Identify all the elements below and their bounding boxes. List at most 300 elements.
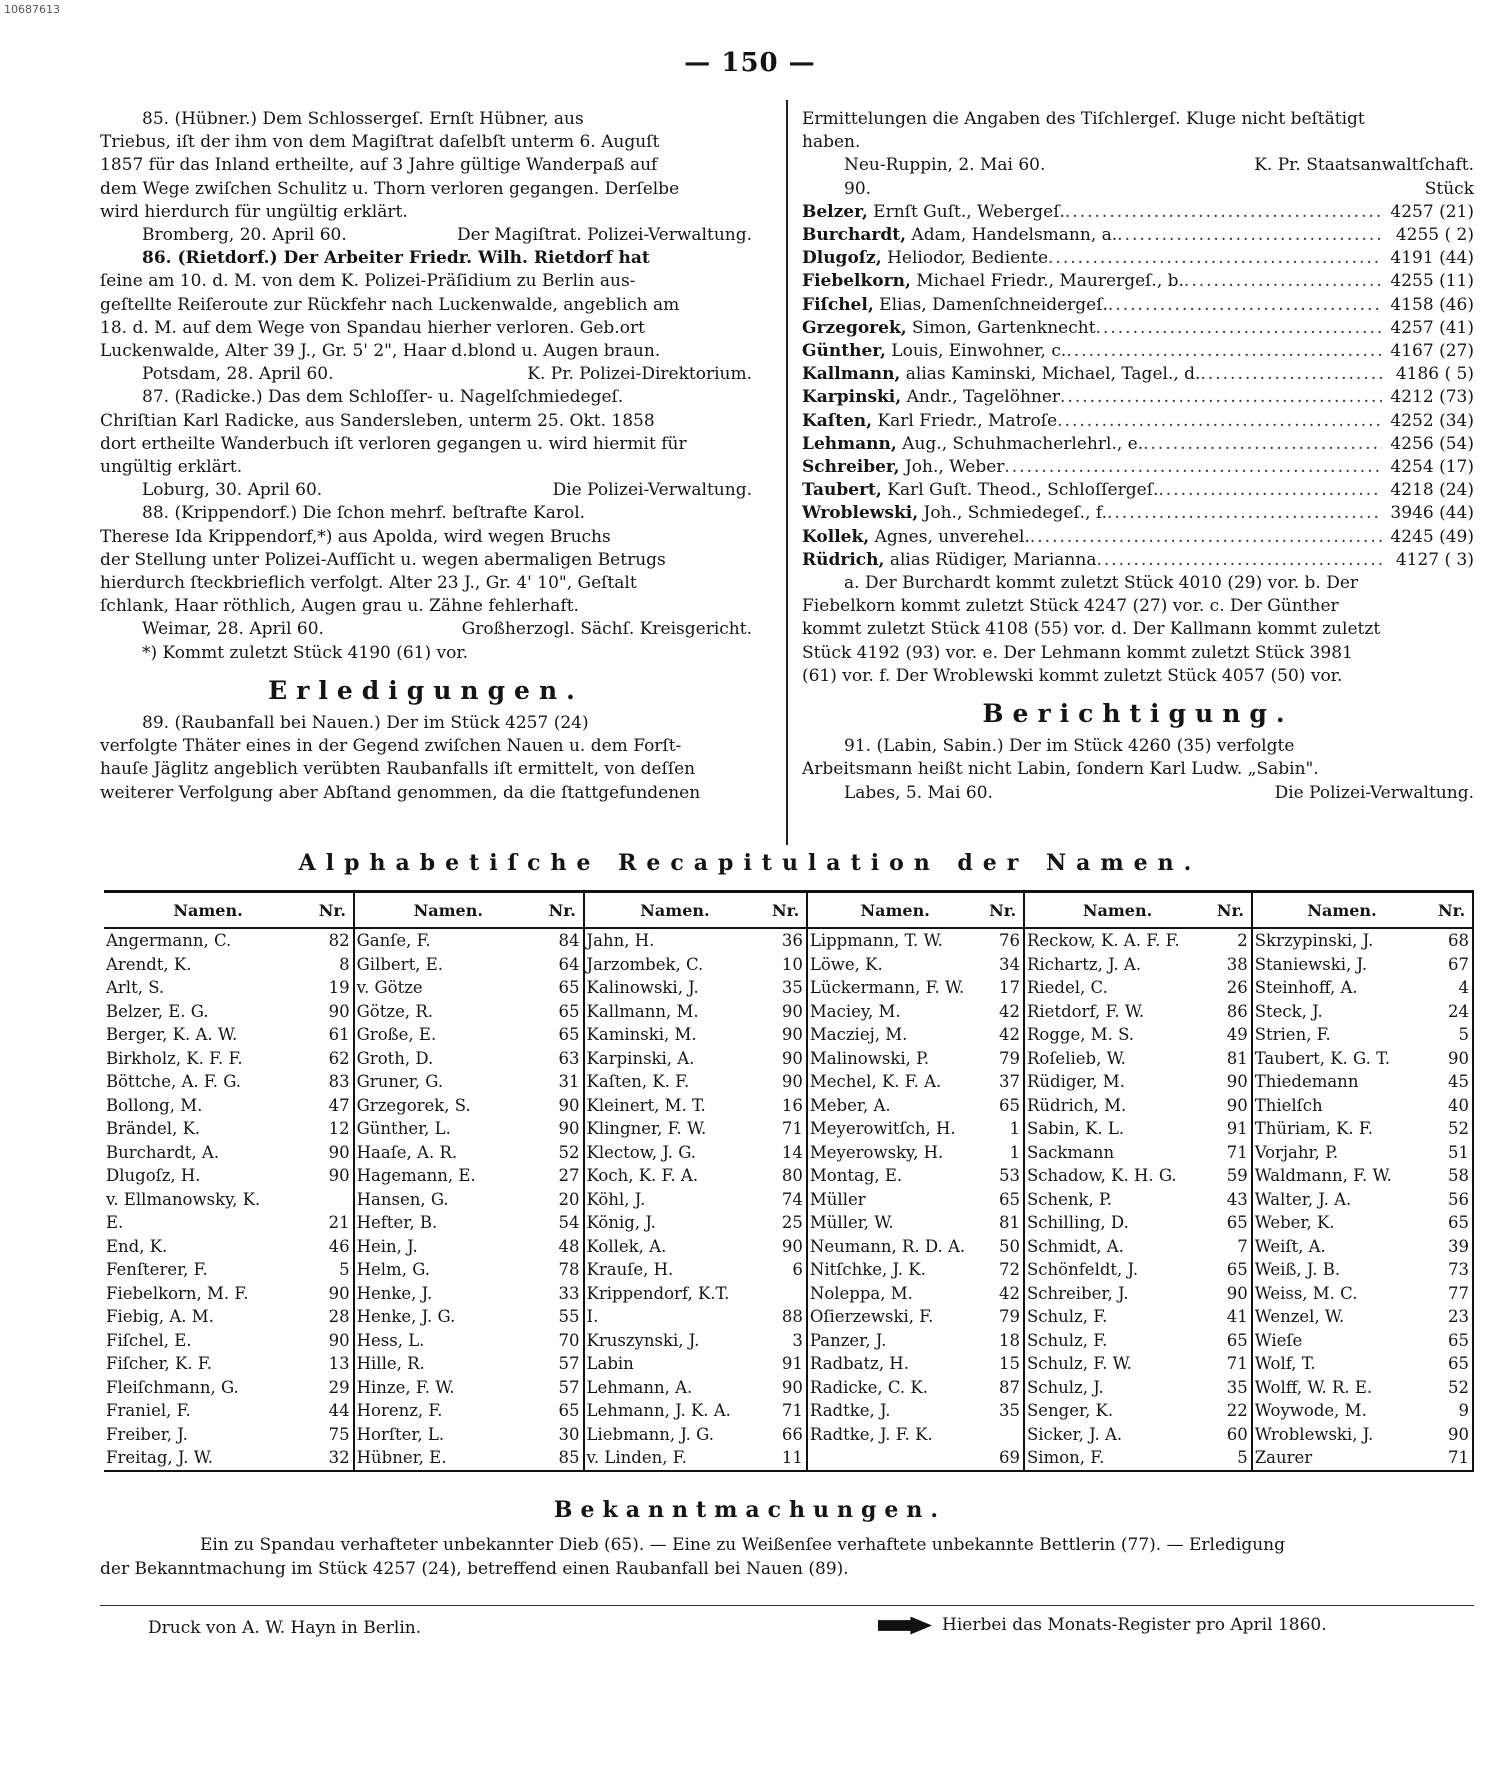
recap-name-cell: Skrzypinski, J. [1254, 931, 1374, 951]
wanted-person-details: Andr., Tagelöhner [901, 387, 1061, 408]
recap-number-cell: 47 [312, 1094, 354, 1118]
recap-name-cell: Gruner, G. [356, 1072, 444, 1092]
recap-name-cell: Zaurer [1252, 1446, 1432, 1471]
recap-number-cell: 21 [312, 1211, 354, 1235]
recap-name-cell: Maciey, M. [809, 1001, 901, 1021]
recap-name-cell: Thüriam, K. F. [1254, 1119, 1374, 1139]
wanted-person-row [802, 294, 1474, 317]
notice-89-line: 89. (Raubanfall bei Nauen.) Der im Stück 4257 (24) [142, 713, 589, 734]
recap-number-cell: 65 [542, 976, 584, 1000]
pointing-hand-icon [878, 1617, 932, 1635]
recap-number-cell [765, 1282, 807, 1306]
recap-name-cell: Kallmann, M. [586, 1001, 699, 1021]
recap-row [104, 1423, 1473, 1447]
recap-name-cell: Götze, R. [356, 1001, 433, 1021]
recap-name-cell: Fiebig, A. M. [106, 1307, 214, 1327]
recap-number-cell: 81 [1210, 1047, 1252, 1071]
recap-name-cell: Böttche, A. F. G. [106, 1072, 242, 1092]
recap-name-cell [807, 1446, 982, 1471]
wanted-person-details: Ernſt Guſt., Webergeſ. [867, 201, 1065, 222]
recap-number-cell: 25 [765, 1211, 807, 1235]
recap-name-cell: Noleppa, M. [809, 1283, 913, 1303]
recap-name-cell: Angermann, C. [106, 931, 232, 951]
recap-row [104, 1399, 1473, 1423]
recap-name-cell: Lehmann, J. K. A. [586, 1401, 731, 1421]
wanted-person-surname: Lehmann, [802, 433, 897, 454]
recap-header-number: Nr. [1210, 892, 1252, 929]
notice-85-line: dem Wege zwiſchen Schulitz u. Thorn verloren gegangen. Derſelbe [100, 178, 680, 199]
footer-rule [100, 1605, 1474, 1606]
issue-reference: 3946 (44) [1390, 503, 1474, 524]
recap-name-cell: Günther, L. [356, 1119, 451, 1139]
recap-row [104, 1305, 1473, 1329]
leader-dots [1066, 340, 1382, 363]
recap-name-cell: Krippendorf, K.T. [586, 1283, 730, 1303]
leader-dots [1060, 386, 1382, 409]
recap-name-cell: Neumann, R. D. A. [809, 1236, 966, 1256]
recap-number-cell: 83 [312, 1070, 354, 1094]
recap-name-cell: Koch, K. F. A. [586, 1166, 699, 1186]
recap-name-cell: Schulz, F. [1026, 1307, 1108, 1327]
signature-authority: K. Pr. Staatsanwaltſchaft. [1254, 155, 1474, 176]
recap-name-cell: E. [106, 1213, 124, 1233]
recap-name-cell: Steck, J. [1254, 1001, 1323, 1021]
recap-number-cell: 90 [312, 1164, 354, 1188]
notice-87-line: Chriſtian Karl Radicke, aus Sandersleben, unterm 25. Okt. 1858 [100, 410, 655, 431]
recap-name-cell: Sackmann [1026, 1142, 1115, 1162]
recap-number-cell: 22 [1210, 1399, 1252, 1423]
leader-dots [1057, 410, 1382, 433]
list-column-label: Stück [1424, 178, 1474, 199]
recap-number-cell: 72 [982, 1258, 1024, 1282]
issue-reference: 4167 (27) [1390, 341, 1474, 362]
recap-name-cell: Woywode, M. [1254, 1401, 1367, 1421]
recap-number-cell: 12 [312, 1117, 354, 1141]
recap-number-cell: 14 [765, 1141, 807, 1165]
recap-number-cell: 79 [982, 1047, 1024, 1071]
recap-header-name: Namen. [807, 892, 982, 929]
recap-header-number: Nr. [765, 892, 807, 929]
recap-name-cell: Franiel, F. [106, 1401, 191, 1421]
signature-place-date: Potsdam, 28. April 60. [142, 364, 334, 385]
recap-row [104, 1446, 1473, 1471]
recap-name-cell: Hinze, F. W. [356, 1377, 455, 1397]
wanted-person-row [802, 386, 1474, 409]
recap-name-cell: Wolf, T. [1254, 1354, 1316, 1374]
wanted-person-entry [802, 456, 1004, 479]
recap-number-cell: 69 [982, 1446, 1024, 1471]
recap-number-cell: 77 [1431, 1282, 1473, 1306]
list-note-line: kommt zuletzt Stück 4108 (55) vor. d. Der Kallmann kommt zuletzt [802, 619, 1381, 640]
wanted-person-surname: Taubert, [802, 480, 882, 501]
notice-89-line: hauſe Jäglitz angeblich verübten Raubanfalls iſt ermittelt, von deſſen [100, 759, 696, 780]
recap-name-cell: Helm, G. [356, 1260, 431, 1280]
recap-name-cell: v. Linden, F. [584, 1446, 766, 1471]
wanted-person-details: Aug., Schuhmacherlehrl., e. [896, 433, 1144, 454]
signature-place-date: Weimar, 28. April 60. [142, 619, 324, 640]
wanted-person-surname: Karpinski, [802, 387, 902, 408]
recap-name-cell: Karpinski, A. [586, 1048, 695, 1068]
recap-number-cell: 80 [765, 1164, 807, 1188]
recap-name-cell: Radtke, J. F. K. [809, 1424, 933, 1444]
recap-number-cell: 65 [1431, 1211, 1473, 1235]
wanted-person-details: Adam, Handelsmann, a. [906, 225, 1118, 246]
recap-row [104, 1094, 1473, 1118]
recap-number-cell: 50 [982, 1235, 1024, 1259]
recap-name-cell: Staniewski, J. [1254, 954, 1368, 974]
wanted-person-entry [802, 526, 1030, 549]
recap-name-cell: Lippmann, T. W. [809, 931, 943, 951]
recap-name-cell: Birkholz, K. F. F. [106, 1048, 243, 1068]
recap-number-cell: 64 [542, 953, 584, 977]
wanted-person-row [802, 526, 1474, 549]
recap-name-cell: Reckow, K. A. F. F. [1026, 931, 1180, 951]
recap-name-cell: Horſter, L. [356, 1424, 445, 1444]
signature-place-date: Loburg, 30. April 60. [142, 480, 323, 501]
notice-86-line: 86. (Rietdorf.) Der Arbeiter Friedr. Wilh. Rietdorf hat [142, 248, 650, 269]
recap-number-cell: 4 [1431, 976, 1473, 1000]
recap-name-cell: Schulz, J. [1026, 1377, 1104, 1397]
wanted-person-row [802, 479, 1474, 502]
recap-number-cell: 5 [1431, 1023, 1473, 1047]
issue-reference: 4218 (24) [1390, 480, 1474, 501]
recap-number-cell: 52 [1431, 1376, 1473, 1400]
recap-number-cell: 90 [1210, 1094, 1252, 1118]
wanted-person-surname: Kallmann, [802, 364, 901, 385]
recap-number-cell: 59 [1210, 1164, 1252, 1188]
recap-name-cell: Vorjahr, P. [1254, 1142, 1339, 1162]
recap-number-cell: 44 [312, 1399, 354, 1423]
recap-name-cell: Ganſe, F. [356, 931, 431, 951]
notice-85-line: 1857 für das Inland ertheilte, auf 3 Jahre gültige Wanderpaß auf [100, 155, 658, 176]
issue-reference: 4127 ( 3) [1395, 549, 1474, 570]
recap-name-cell: Arlt, S. [106, 978, 165, 998]
recap-number-cell: 23 [1431, 1305, 1473, 1329]
recap-name-cell: Fiebelkorn, M. F. [106, 1283, 249, 1303]
recap-number-cell: 73 [1431, 1258, 1473, 1282]
recap-number-cell: 42 [982, 1000, 1024, 1024]
issue-reference: 4252 (34) [1390, 410, 1474, 431]
notice-number: 90. [844, 178, 872, 199]
recap-number-cell: 61 [312, 1023, 354, 1047]
issue-reference: 4212 (73) [1390, 387, 1474, 408]
recap-name-cell: Klingner, F. W. [586, 1119, 707, 1139]
leader-dots [1117, 224, 1382, 247]
recap-number-cell: 71 [1431, 1446, 1473, 1471]
recap-name-cell: Labin [586, 1354, 634, 1374]
leader-dots [1107, 502, 1382, 525]
footnote: *) Kommt zuletzt Stück 4190 (61) vor. [142, 642, 469, 663]
recap-name-cell: Oſierzewski, F. [809, 1307, 934, 1327]
wanted-person-surname: Dlugoſz, [802, 248, 882, 269]
recap-name-cell: Freitag, J. W. [104, 1446, 312, 1471]
recap-number-cell: 74 [765, 1188, 807, 1212]
wanted-person-surname: Belzer, [802, 201, 868, 222]
wanted-person-row [802, 363, 1474, 386]
notice-86-line: geſtellte Reiſeroute zur Rückfehr nach Luckenwalde, angeblich am [100, 294, 680, 315]
announcements-text [100, 1533, 1472, 1581]
recap-name-cell: Kaminski, M. [586, 1025, 697, 1045]
issue-reference: 4257 (41) [1390, 317, 1474, 338]
recap-row [104, 1000, 1473, 1024]
recap-row [104, 1070, 1473, 1094]
recap-row [104, 1211, 1473, 1235]
recap-number-cell: 43 [1210, 1188, 1252, 1212]
signature-authority: Die Polizei-Verwaltung. [552, 480, 752, 501]
recap-row [104, 1117, 1473, 1141]
recap-number-cell: 20 [542, 1188, 584, 1212]
wanted-person-surname: Grzegorek, [802, 317, 907, 338]
wanted-person-surname: Kaſten, [802, 410, 873, 431]
recap-name-cell: Jarzombek, C. [586, 954, 704, 974]
recap-number-cell: 36 [765, 928, 807, 953]
issue-reference: 4158 (46) [1390, 294, 1474, 315]
list-note-line: Stück 4192 (93) vor. e. Der Lehmann kommt zuletzt Stück 3981 [802, 642, 1353, 663]
recap-number-cell: 65 [1210, 1329, 1252, 1353]
recap-number-cell: 8 [312, 953, 354, 977]
recap-number-cell: 7 [1210, 1235, 1252, 1259]
signature-authority: Der Magiſtrat. Polizei-Verwaltung. [457, 225, 752, 246]
recap-name-cell: Rogge, M. S. [1026, 1025, 1135, 1045]
column-divider [786, 100, 788, 845]
notice-91-line: 91. (Labin, Sabin.) Der im Stück 4260 (35) verfolgte [844, 736, 1295, 757]
recap-number-cell: 90 [765, 1376, 807, 1400]
recap-name-cell: Müller, W. [809, 1213, 894, 1233]
list-note-line: (61) vor. f. Der Wroblewski kommt zuletzt Stück 4057 (50) vor. [802, 665, 1343, 686]
recap-header-number: Nr. [542, 892, 584, 929]
leader-dots [1200, 363, 1382, 386]
recap-name-cell: Schilling, D. [1026, 1213, 1129, 1233]
recap-header-name: Namen. [584, 892, 766, 929]
recap-number-cell: 90 [1431, 1047, 1473, 1071]
recap-header-number: Nr. [312, 892, 354, 929]
recap-name-cell: Walter, J. A. [1254, 1189, 1352, 1209]
recap-name-cell: Hille, R. [356, 1354, 425, 1374]
recap-number-cell: 3 [765, 1329, 807, 1353]
recap-number-cell: 51 [1431, 1141, 1473, 1165]
recap-row [104, 953, 1473, 977]
recap-number-cell: 75 [312, 1423, 354, 1447]
leader-dots [1065, 201, 1382, 224]
wanted-person-details: Heliodor, Bediente [881, 248, 1049, 269]
recap-name-cell: Kaſten, K. F. [586, 1072, 690, 1092]
issue-reference: 4186 ( 5) [1395, 364, 1474, 385]
recap-name-cell: Große, E. [356, 1025, 437, 1045]
recap-row [104, 1047, 1473, 1071]
recap-number-cell: 78 [542, 1258, 584, 1282]
wanted-person-surname: Fiebelkorn, [802, 271, 911, 292]
recap-number-cell [312, 1188, 354, 1212]
recap-name-cell: Malinowski, P. [809, 1048, 930, 1068]
notice-87-line: dort ertheilte Wanderbuch iſt verloren gegangen u. wird hiermit für [100, 433, 687, 454]
recap-name-cell: Steinhoff, A. [1254, 978, 1358, 998]
recap-number-cell: 35 [765, 976, 807, 1000]
recap-name-cell: Henke, J. G. [356, 1307, 456, 1327]
issue-reference: 4255 ( 2) [1395, 225, 1474, 246]
recap-name-cell: Freiber, J. [106, 1424, 188, 1444]
recap-name-cell: Meyerowitſch, H. [809, 1119, 956, 1139]
recap-number-cell: 88 [765, 1305, 807, 1329]
notice-85-line: Triebus, iſt der ihm von dem Magiſtrat daſelbſt unterm 6. Auguſt [100, 132, 660, 153]
recap-name-cell: Riedel, C. [1026, 978, 1108, 998]
recap-number-cell: 2 [1210, 928, 1252, 953]
right-column [802, 108, 1474, 805]
recap-number-cell: 90 [312, 1282, 354, 1306]
signature-place-date: Neu-Ruppin, 2. Mai 60. [844, 155, 1046, 176]
recap-number-cell: 90 [1210, 1070, 1252, 1094]
recap-number-cell: 15 [982, 1352, 1024, 1376]
recap-name-cell: Macziej, M. [809, 1025, 908, 1045]
leader-dots [1004, 456, 1382, 479]
recap-name-cell: Grzegorek, S. [356, 1095, 471, 1115]
section-heading-erledigungen: Erledigungen. [268, 675, 584, 705]
recap-number-cell: 85 [542, 1446, 584, 1471]
wanted-person-entry [802, 363, 1200, 386]
recap-number-cell: 70 [542, 1329, 584, 1353]
leader-dots [1048, 247, 1382, 270]
signature-authority: Die Polizei-Verwaltung. [1274, 782, 1474, 803]
notice-89-line: verfolgte Thäter eines in der Gegend zwiſchen Nauen u. dem Forſt- [100, 736, 682, 757]
wanted-person-entry [802, 340, 1066, 363]
leader-dots [1108, 294, 1382, 317]
footer-note-text: Hierbei das Monats-Register pro April 1860. [942, 1615, 1327, 1635]
wanted-person-entry [802, 502, 1107, 525]
recap-number-cell: 26 [1210, 976, 1252, 1000]
wanted-person-details: Michael Friedr., Maurergeſ., b. [910, 271, 1184, 292]
recap-number-cell: 90 [1210, 1282, 1252, 1306]
recap-row [104, 976, 1473, 1000]
wanted-person-row [802, 456, 1474, 479]
signature-place-date: Bromberg, 20. April 60. [142, 225, 347, 246]
recap-number-cell: 90 [312, 1000, 354, 1024]
recap-number-cell: 71 [765, 1117, 807, 1141]
recap-row [104, 1141, 1473, 1165]
recap-number-cell: 52 [1431, 1117, 1473, 1141]
recap-number-cell: 91 [765, 1352, 807, 1376]
recap-number-cell: 81 [982, 1211, 1024, 1235]
recap-number-cell: 65 [1431, 1352, 1473, 1376]
notice-91-line: Arbeitsmann heißt nicht Labin, ſondern Karl Ludw. „Sabin". [802, 759, 1319, 780]
recap-number-cell: 49 [1210, 1023, 1252, 1047]
wanted-person-row [802, 549, 1474, 572]
recap-number-cell: 30 [542, 1423, 584, 1447]
section-heading-berichtigung: Berichtigung. [982, 699, 1294, 729]
notice-91-signature [802, 782, 1474, 805]
recap-number-cell: 41 [1210, 1305, 1252, 1329]
recap-name-cell: Schenk, P. [1026, 1189, 1113, 1209]
recap-name-cell: Burchardt, A. [106, 1142, 220, 1162]
recap-name-cell: Gilbert, E. [356, 954, 443, 974]
signature-place-date: Labes, 5. Mai 60. [844, 782, 993, 803]
recap-number-cell: 90 [542, 1117, 584, 1141]
recap-name-cell: Sicker, J. A. [1026, 1424, 1123, 1444]
recap-number-cell: 1 [982, 1141, 1024, 1165]
recap-number-cell: 90 [312, 1141, 354, 1165]
wanted-person-entry [802, 433, 1143, 456]
recap-row [104, 1329, 1473, 1353]
recap-name-cell: Waldmann, F. W. [1254, 1166, 1392, 1186]
signature-authority: K. Pr. Polizei-Direktorium. [527, 364, 752, 385]
recap-name-cell: Lehmann, A. [586, 1377, 693, 1397]
footer-note [878, 1615, 1327, 1635]
recap-name-cell: Weber, K. [1254, 1213, 1335, 1233]
recap-name-cell: Richartz, J. A. [1026, 954, 1142, 974]
recap-row [104, 1023, 1473, 1047]
wanted-person-row [802, 317, 1474, 340]
recap-number-cell: 17 [982, 976, 1024, 1000]
recap-number-cell: 86 [1210, 1000, 1252, 1024]
wanted-person-surname: Rüdrich, [802, 549, 885, 570]
recap-name-cell: Strien, F. [1254, 1025, 1331, 1045]
recap-number-cell: 10 [765, 953, 807, 977]
wanted-person-surname: Wroblewski, [802, 503, 919, 524]
recap-name-cell: Radbatz, H. [809, 1354, 909, 1374]
recap-name-cell: Brändel, K. [106, 1119, 201, 1139]
wanted-person-details: alias Kaminski, Michael, Tagel., d. [900, 364, 1201, 385]
recap-name-cell: Hagemann, E. [356, 1166, 476, 1186]
recap-header-number: Nr. [982, 892, 1024, 929]
recap-number-cell: 9 [1431, 1399, 1473, 1423]
recap-name-cell: Lückermann, F. W. [809, 978, 965, 998]
notice-89-line: weiterer Verfolgung aber Abſtand genommen, da die ſtattgefundenen [100, 782, 701, 803]
recap-number-cell: 65 [982, 1094, 1024, 1118]
wanted-person-entry [802, 270, 1184, 293]
wanted-person-details: Karl Guſt. Theod., Schloſſergeſ. [881, 480, 1159, 501]
recap-name-cell: Weiß, J. B. [1254, 1260, 1341, 1280]
wanted-person-row [802, 502, 1474, 525]
recap-name-cell: Henke, J. [356, 1283, 433, 1303]
recap-row [104, 1164, 1473, 1188]
recap-number-cell: 82 [312, 928, 354, 953]
recap-number-cell [982, 1423, 1024, 1447]
notice-85-signature [100, 224, 752, 247]
recap-name-cell: Hansen, G. [356, 1189, 449, 1209]
recap-name-cell: Löwe, K. [809, 954, 883, 974]
notice-88-signature [100, 618, 752, 641]
recap-name-cell: Weiss, M. C. [1254, 1283, 1358, 1303]
recap-name-cell: Fiſcher, K. F. [106, 1354, 212, 1374]
recap-number-cell: 27 [542, 1164, 584, 1188]
recap-title: Alphabetiſche Recapitulation der Namen. [298, 850, 1202, 876]
notice-89-continuation: Ermittelungen die Angaben des Tiſchlergeſ. Kluge nicht beſtätigt [802, 109, 1365, 129]
recap-number-cell: 65 [542, 1399, 584, 1423]
recap-number-cell: 33 [542, 1282, 584, 1306]
list-note-line: Fiebelkorn kommt zuletzt Stück 4247 (27) vor. c. Der Günther [802, 596, 1339, 617]
recap-row [104, 1352, 1473, 1376]
recap-name-cell: Berger, K. A. W. [106, 1025, 238, 1045]
leader-dots [1096, 317, 1382, 340]
notice-88-line: 88. (Krippendorf.) Die ſchon mehrf. beſtrafte Karol. [142, 503, 586, 524]
list-note-line: a. Der Burchardt kommt zuletzt Stück 4010 (29) vor. b. Der [844, 573, 1359, 594]
wanted-person-details: Joh., Schmiedegeſ., f. [918, 503, 1107, 524]
recap-name-cell: Meber, A. [809, 1095, 891, 1115]
issue-reference: 4191 (44) [1390, 248, 1474, 269]
recap-number-cell: 68 [1431, 928, 1473, 953]
recap-name-cell: Belzer, E. G. [106, 1001, 209, 1021]
recap-number-cell: 65 [1210, 1211, 1252, 1235]
recap-header-name: Namen. [104, 892, 312, 929]
recap-row [104, 1258, 1473, 1282]
recap-name-cell: Hess, L. [356, 1330, 425, 1350]
issue-reference: 4245 (49) [1390, 526, 1474, 547]
recap-name-cell: Nitſchke, J. K. [809, 1260, 926, 1280]
wanted-person-row [802, 410, 1474, 433]
recap-number-cell: 32 [312, 1446, 354, 1471]
recap-number-cell: 66 [765, 1423, 807, 1447]
notice-87-line: ungültig erklärt. [100, 457, 243, 478]
recap-number-cell: 18 [982, 1329, 1024, 1353]
recap-name-cell: Krauſe, H. [586, 1260, 674, 1280]
